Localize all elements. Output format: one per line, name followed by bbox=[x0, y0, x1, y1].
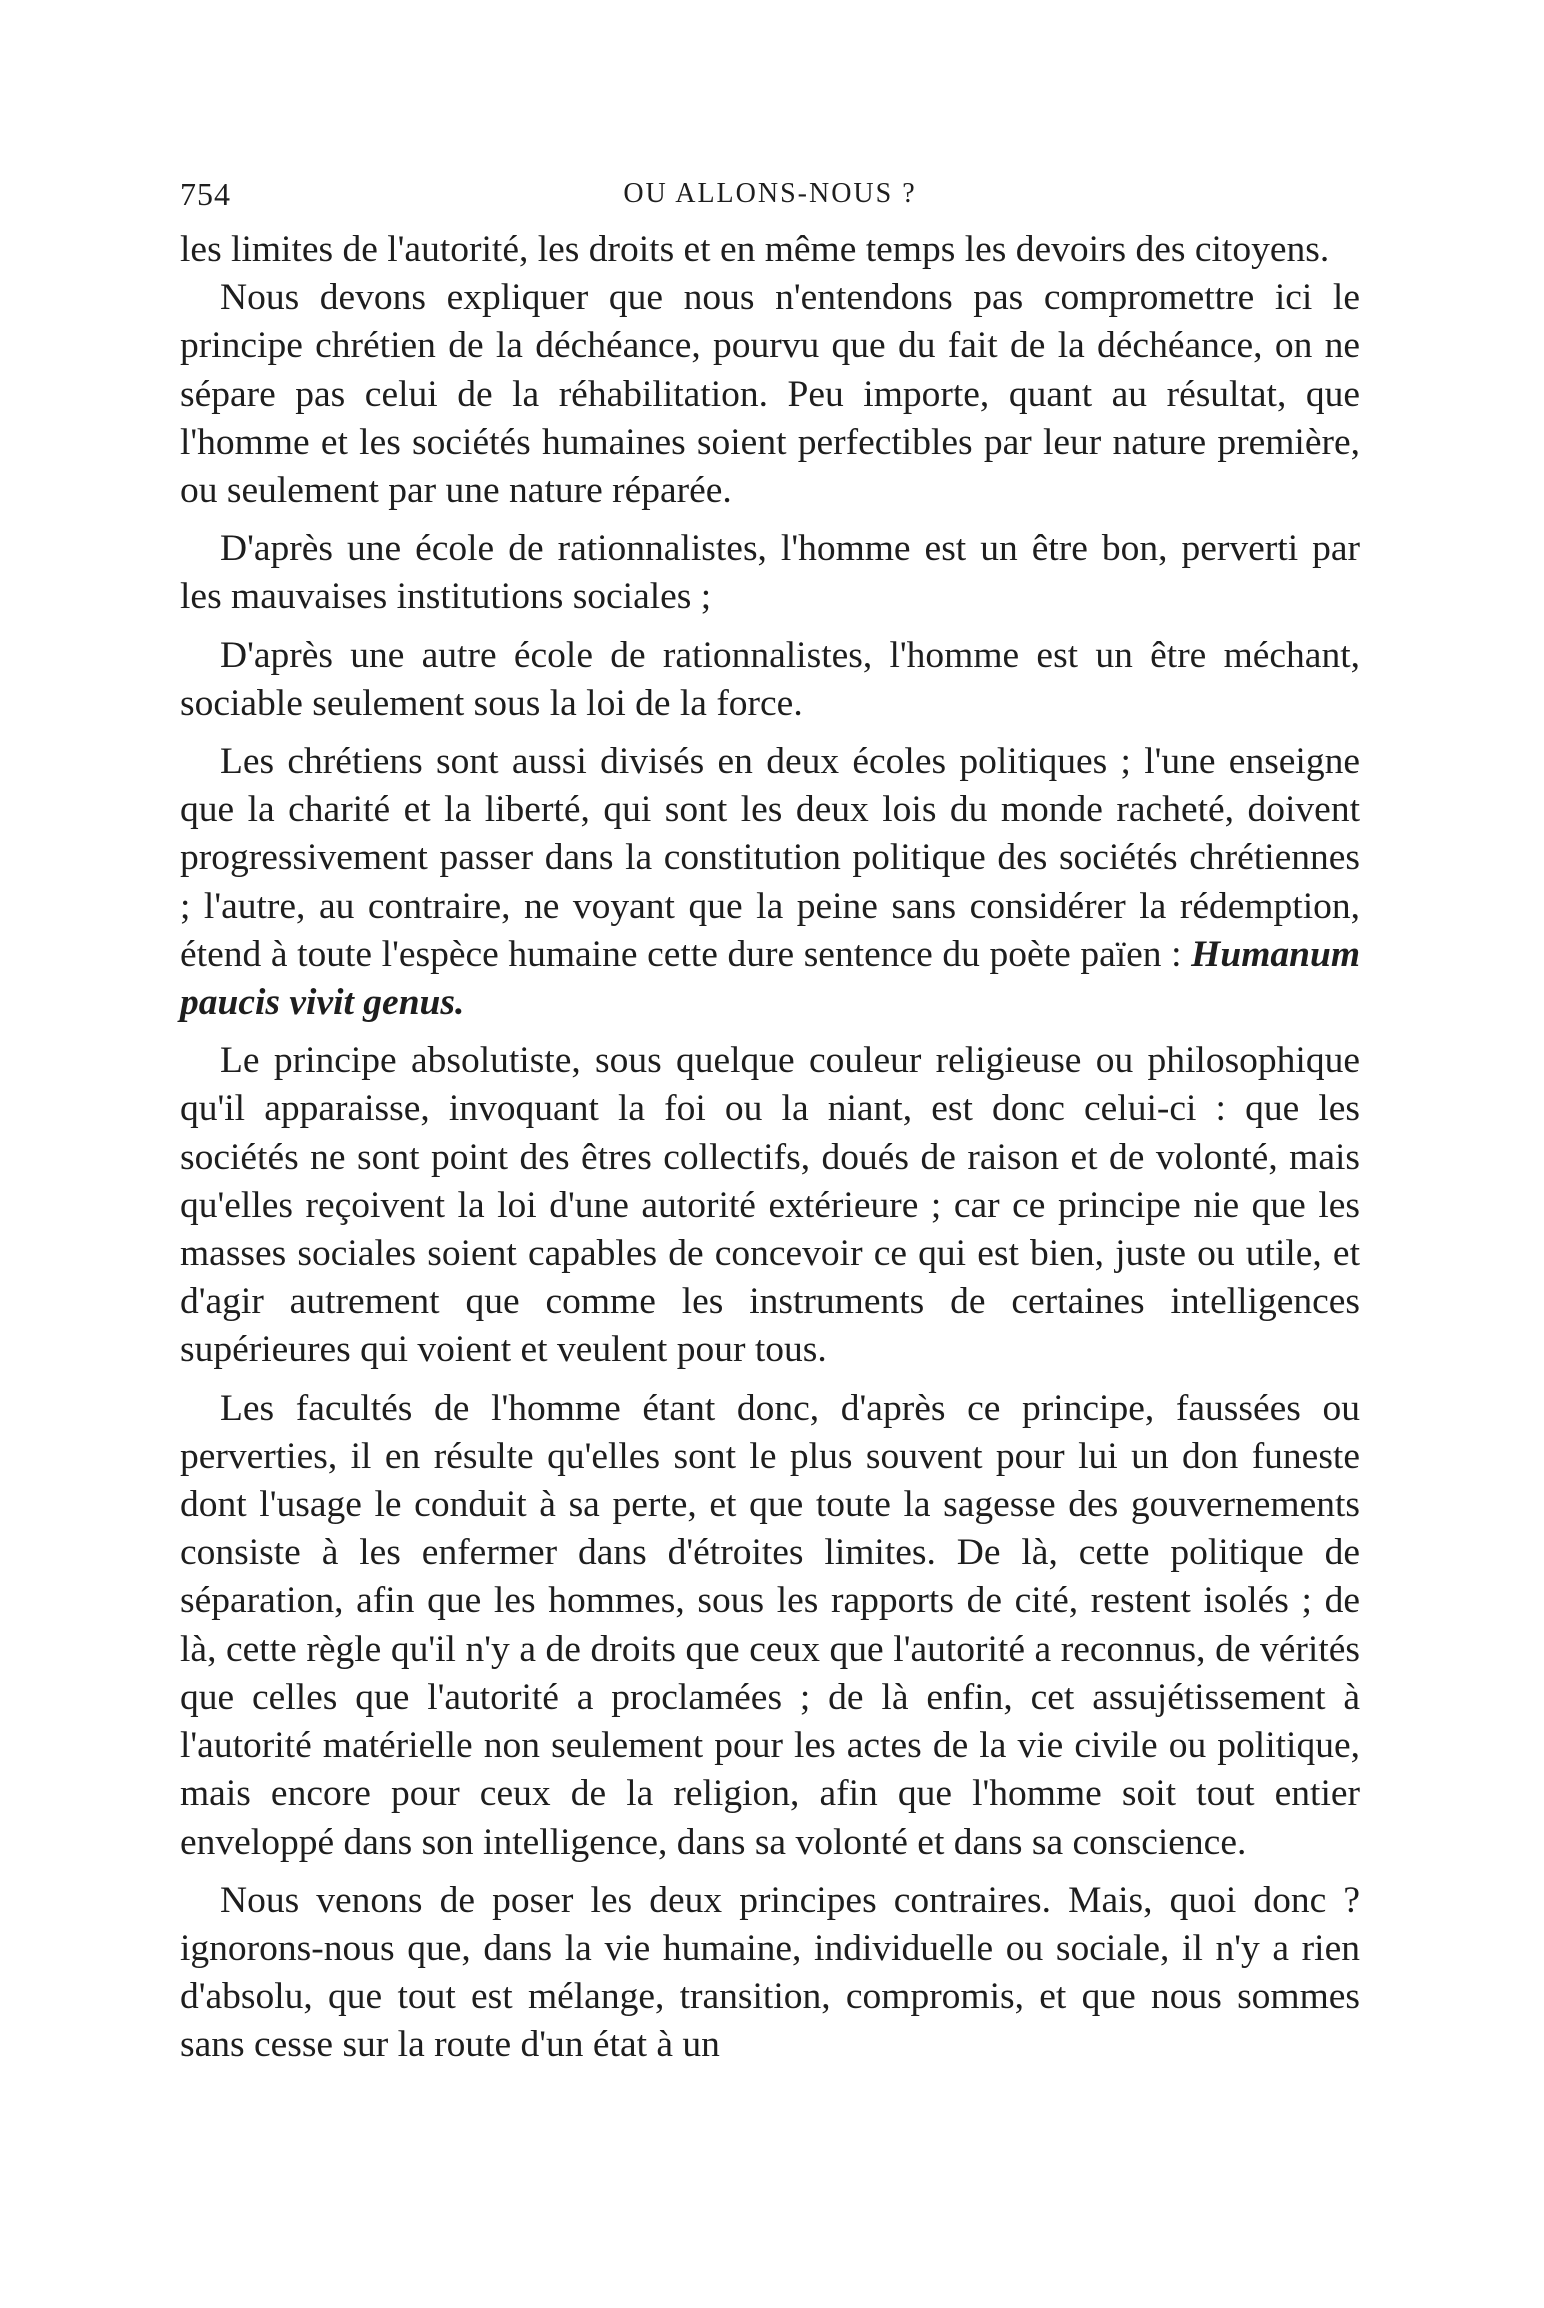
paragraph: Le principe absolutiste, sous quelque couleur religieuse ou philosophique qu'il apparaisse, invoquant la foi ou la niant, est donc celui-ci : que les sociétés ne sont point des êtres collectifs, doués de raison et de volonté, mais qu'elles reçoivent la loi d'une autorité extérieure ; car ce principe nie que les masses sociales soient capables de concevoir ce qui est bien, juste ou utile, et d'agir autrement que comme les instruments de certaines intelligences supérieures qui voient et veulent pour tous. bbox=[180, 1040, 1360, 1371]
paragraph: Nous devons expliquer que nous n'entendons pas compromettre ici le principe chrétien de la déchéance, pourvu que du fait de la déchéance, on ne sépare pas celui de la réhabilitation. Peu importe, quant au résultat, que l'homme et les sociétés humaines soient perfectibles par leur nature première, ou seulement par une nature réparée. bbox=[180, 277, 1360, 512]
paragraph: D'après une école de rationnalistes, l'homme est un être bon, perverti par les mauvaises institutions sociales ; bbox=[180, 528, 1360, 618]
book-page bbox=[180, 176, 1360, 2070]
page-number: 754 bbox=[180, 176, 231, 212]
body-text bbox=[180, 226, 1360, 2070]
running-title: OU ALLONS-NOUS ? bbox=[623, 178, 917, 209]
paragraph: Les facultés de l'homme étant donc, d'après ce principe, faussées ou perverties, il en résulte qu'elles sont le plus souvent pour lui un don funeste dont l'usage le conduit à sa perte, et que toute la sagesse des gouvernements consiste à les enfermer dans d'étroites limites. De là, cette politique de séparation, afin que les hommes, sous les rapports de cité, restent isolés ; de là, cette règle qu'il n'y a de droits que ceux que l'autorité a reconnus, de vérités que celles que l'autorité a proclamées ; de là enfin, cet assujétissement à l'autorité matérielle non seulement pour les actes de la vie civile ou politique, mais encore pour ceux de la religion, afin que l'homme soit tout entier enveloppé dans son intelligence, dans sa volonté et dans sa conscience. bbox=[180, 1387, 1360, 1863]
paragraph-text: Les chrétiens sont aussi divisés en deux écoles politiques ; l'une enseigne que la charité et la liberté, qui sont les deux lois du monde racheté, doivent progressivement passer dans la constitution politique des sociétés chrétiennes ; l'autre, au contraire, ne voyant que la peine sans considérer la rédemption, étend à toute l'espèce humaine cette dure sentence du poète païen : bbox=[180, 741, 1360, 975]
paragraph-continuation: les limites de l'autorité, les droits et en même temps les devoirs des citoyens. bbox=[180, 229, 1330, 270]
page-header bbox=[180, 176, 1360, 226]
latin-quotation: Humanum paucis vivit genus. bbox=[180, 933, 1360, 1024]
paragraph bbox=[180, 738, 1360, 1027]
paragraph: Nous venons de poser les deux principes contraires. Mais, quoi donc ? ignorons-nous que, dans la vie humaine, individuelle ou sociale, il n'y a rien d'absolu, que tout est mélange, transition, compromis, et que nous sommes sans cesse sur la route d'un état à un bbox=[180, 1879, 1360, 2066]
paragraph: D'après une autre école de rationnalistes, l'homme est un être méchant, sociable seulement sous la loi de la force. bbox=[180, 634, 1360, 724]
